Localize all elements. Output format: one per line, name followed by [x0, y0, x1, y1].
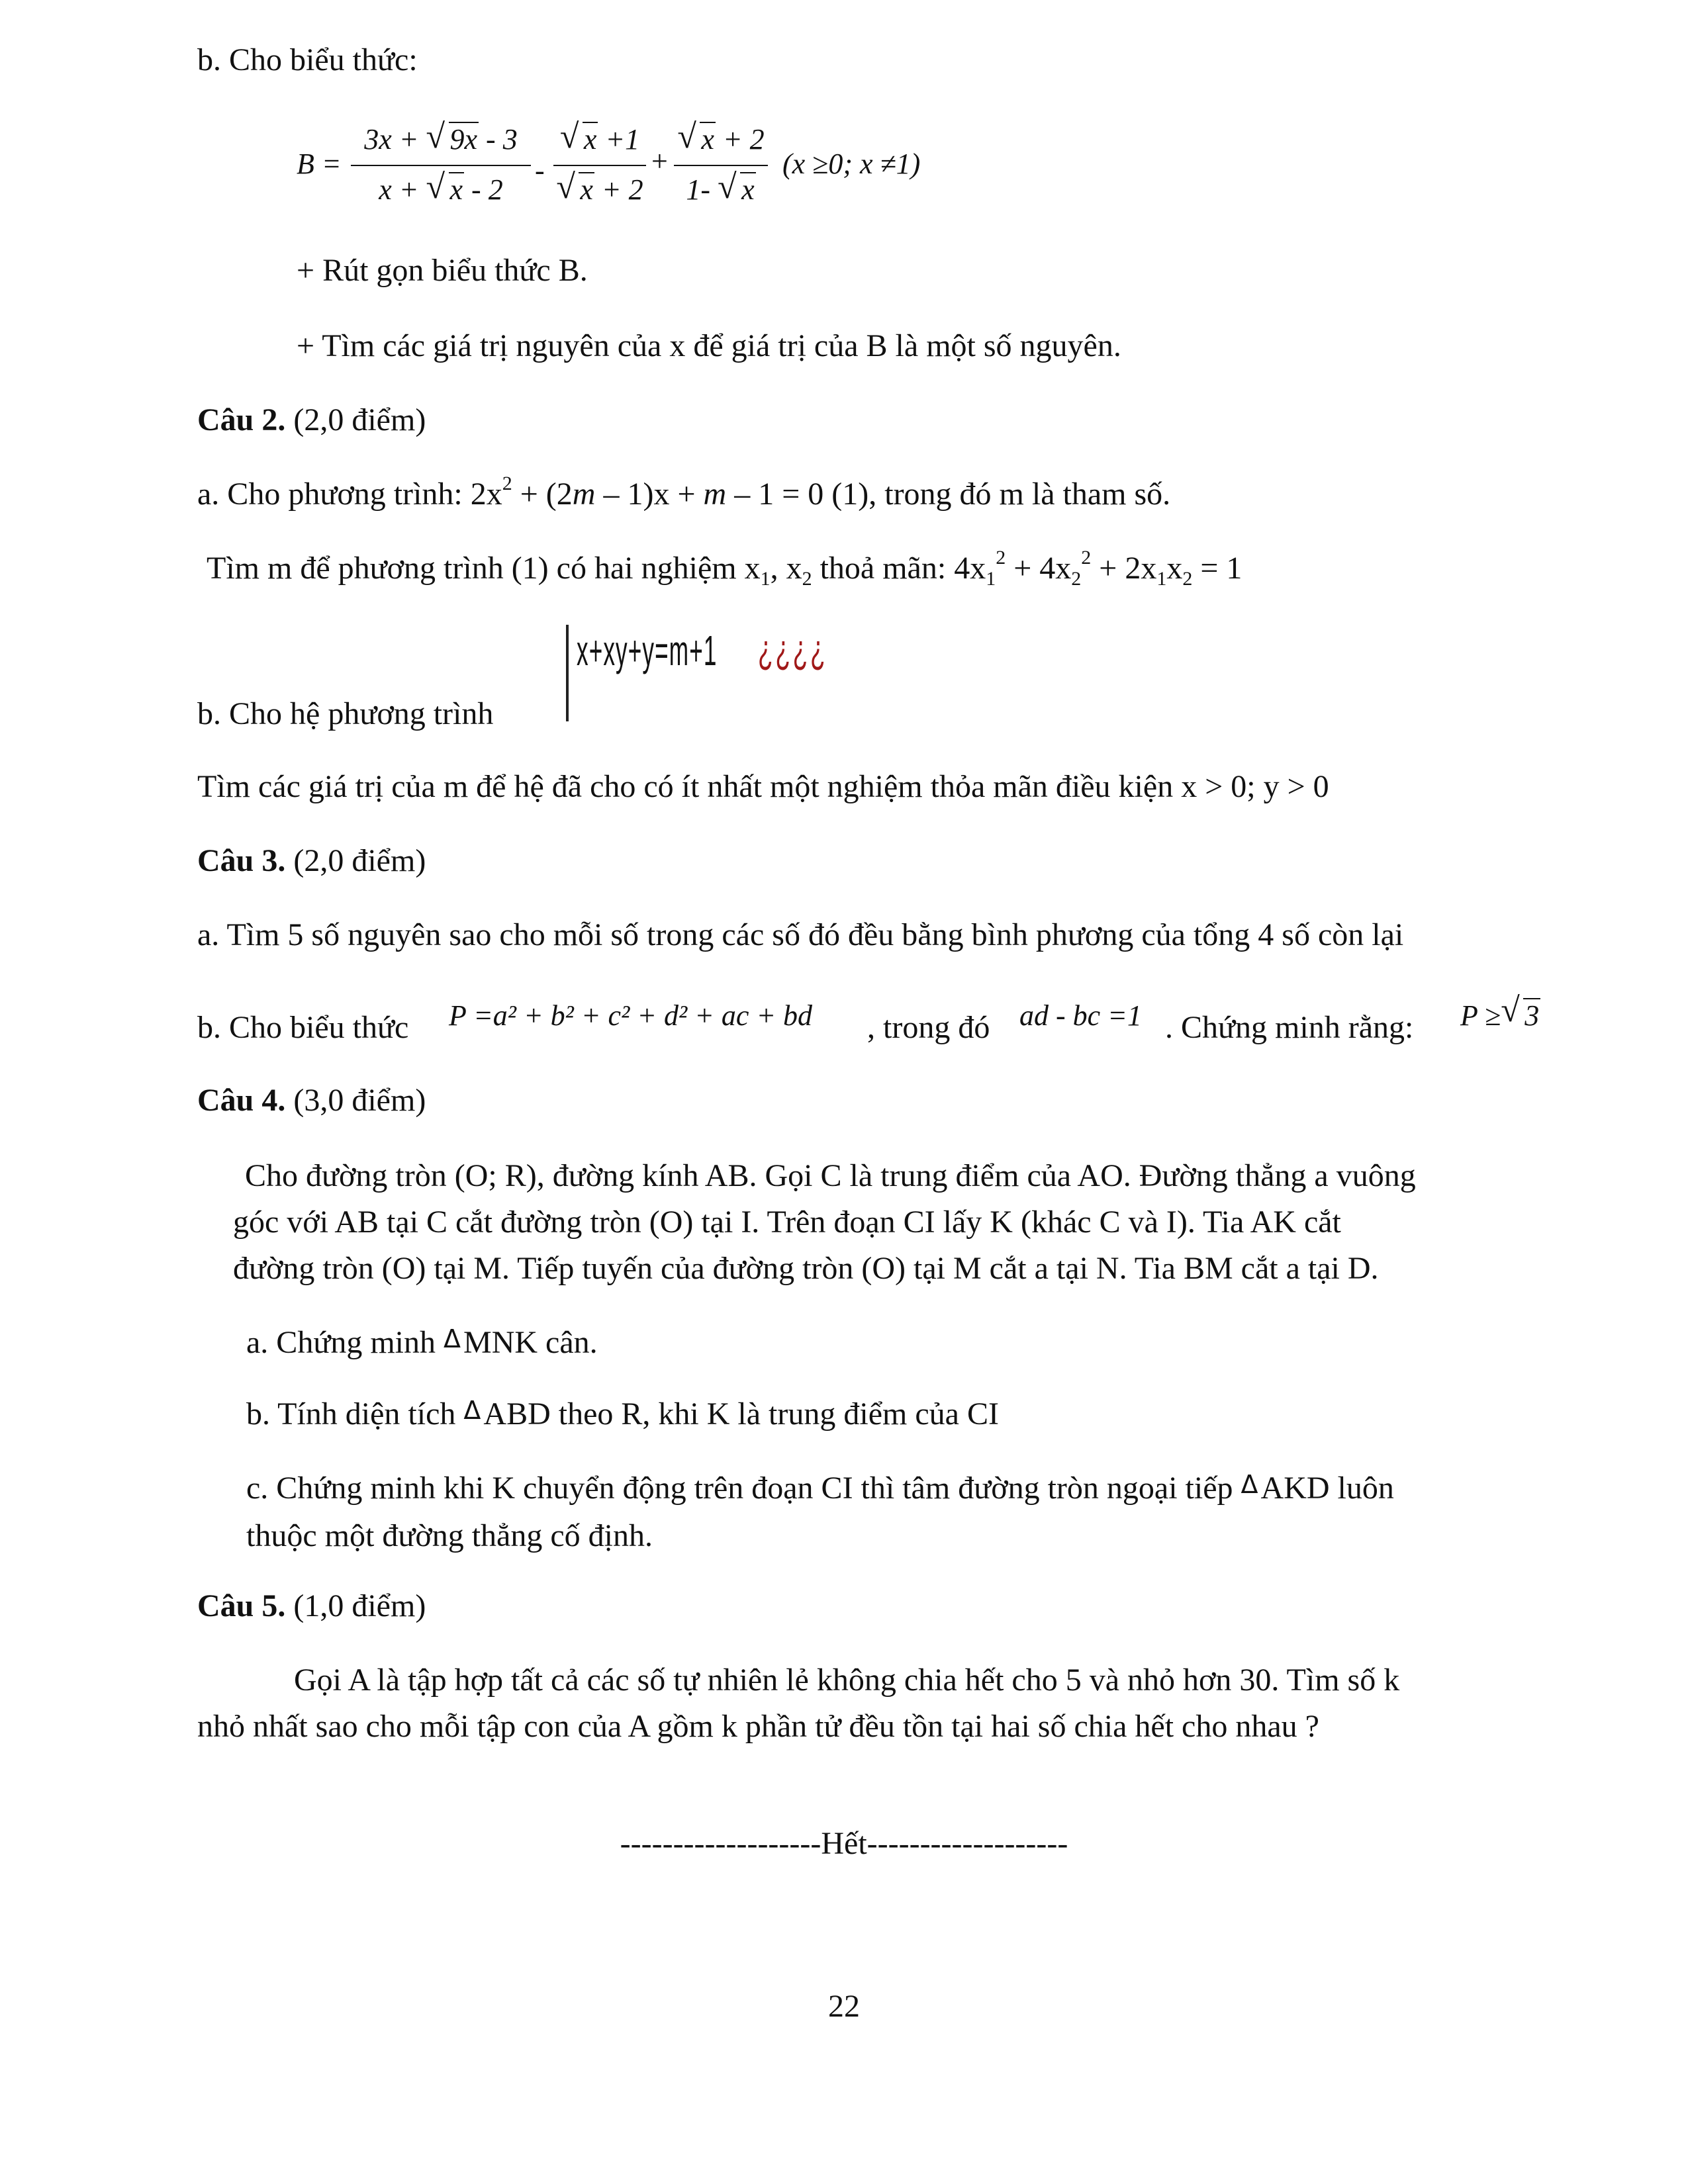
q2a-equation: a. Cho phương trình: $2x^2 + (2m - 1)x + m - 1 = 0$ (1), trong đó m là tham số. [197, 473, 1171, 512]
q3b-post: . Chứng minh rằng: [1165, 1010, 1414, 1045]
q1b-task-simplify: + Rút gọn biểu thức B. [297, 253, 588, 288]
triangle-icon: Δ [463, 1396, 481, 1425]
q3b-claim: P ≥√ 3 [1460, 997, 1540, 1035]
system-garbled-glyphs: ¿¿¿¿ [758, 627, 828, 672]
q2b-task: Tìm các giá trị của m để hệ đã cho có ít nhất một nghiệm thỏa mãn điều kiện x > 0; y > 0 [197, 769, 1329, 804]
q1b-task-integer: + Tìm các giá trị nguyên của x để giá trị của B là một số nguyên. [297, 328, 1121, 363]
q3-heading: Câu 3. (2,0 điểm) [197, 843, 426, 878]
q4a-text: a. Chứng minh ΔMNK cân. [246, 1324, 598, 1360]
system-equation: x+xy+y=m+1 [577, 627, 718, 674]
domain-condition: (x ≥0; x ≠1) [782, 148, 921, 180]
q2a-condition: Tìm m để phương trình (1) có hai nghiệm $x_1$, $x_2$ thoả mãn: $4x_1^2 + 4x_2^2 + 2x_1x_2 = 1$ [207, 547, 1243, 590]
q4b-text: b. Tính diện tích ΔABD theo R, khi K là trung điểm của CI [246, 1396, 999, 1432]
b-lhs: B = [297, 148, 342, 180]
minus-sign: - [535, 154, 545, 187]
end-marker: -------------------Hết------------------- [620, 1826, 1068, 1861]
system-brace [566, 625, 569, 721]
fraction-3: √ x + 2 1- √ x [674, 122, 768, 215]
q2-heading: Câu 2. (2,0 điểm) [197, 402, 426, 437]
q3b-mid: , trong đó [867, 1010, 990, 1045]
triangle-icon: Δ [444, 1324, 461, 1353]
q2b-label: b. Cho hệ phương trình [197, 696, 494, 731]
q3b-expression: P =a² + b² + c² + d² + ac + bd [449, 999, 813, 1032]
fraction-1: 3x + √ 9x - 3 x + √ x - 2 [351, 122, 531, 215]
q3a-text: a. Tìm 5 số nguyên sao cho mỗi số trong các số đó đều bằng bình phương của tổng 4 số còn lại [197, 917, 1404, 952]
q3b-line: b. Cho biểu thức [197, 1010, 409, 1045]
triangle-icon: Δ [1241, 1470, 1258, 1499]
equation-system [566, 622, 844, 728]
q5-statement: Gọi A là tập hợp tất cả các số tự nhiên lẻ không chia hết cho 5 và nhỏ hơn 30. Tìm số k nhỏ nhất sao cho mỗi tập con của A gồm k phần tử đều tồn tại hai số chia hết cho nhau ? [197, 1662, 1400, 1744]
page-number: 22 [828, 1989, 860, 2024]
q4c-text: c. Chứng minh khi K chuyển động trên đoạn CI thì tâm đường tròn ngoại tiếp ΔAKD luôn thuộc một đường thẳng cố định. [246, 1470, 1394, 1553]
plus-sign: + [651, 145, 668, 177]
q5-heading: Câu 5. (1,0 điểm) [197, 1588, 426, 1623]
q3b-condition: ad - bc =1 [1019, 999, 1142, 1032]
q4-statement: Cho đường tròn (O; R), đường kính AB. Gọi C là trung điểm của AO. Đường thẳng a vuông góc với AB tại C cắt đường tròn (O) tại I. Trên đoạn CI lấy K (khác C và I). Tia AK cắt đường tròn (O) tại M. Tiếp tuyến của đường tròn (O) tại M cắt a tại N. Tia BM cắt a tại D. [233, 1158, 1416, 1286]
q1b-intro: b. Cho biểu thức: [197, 42, 418, 77]
fraction-2: √ x +1 √ x + 2 [553, 122, 646, 215]
q4-heading: Câu 4. (3,0 điểm) [197, 1083, 426, 1118]
